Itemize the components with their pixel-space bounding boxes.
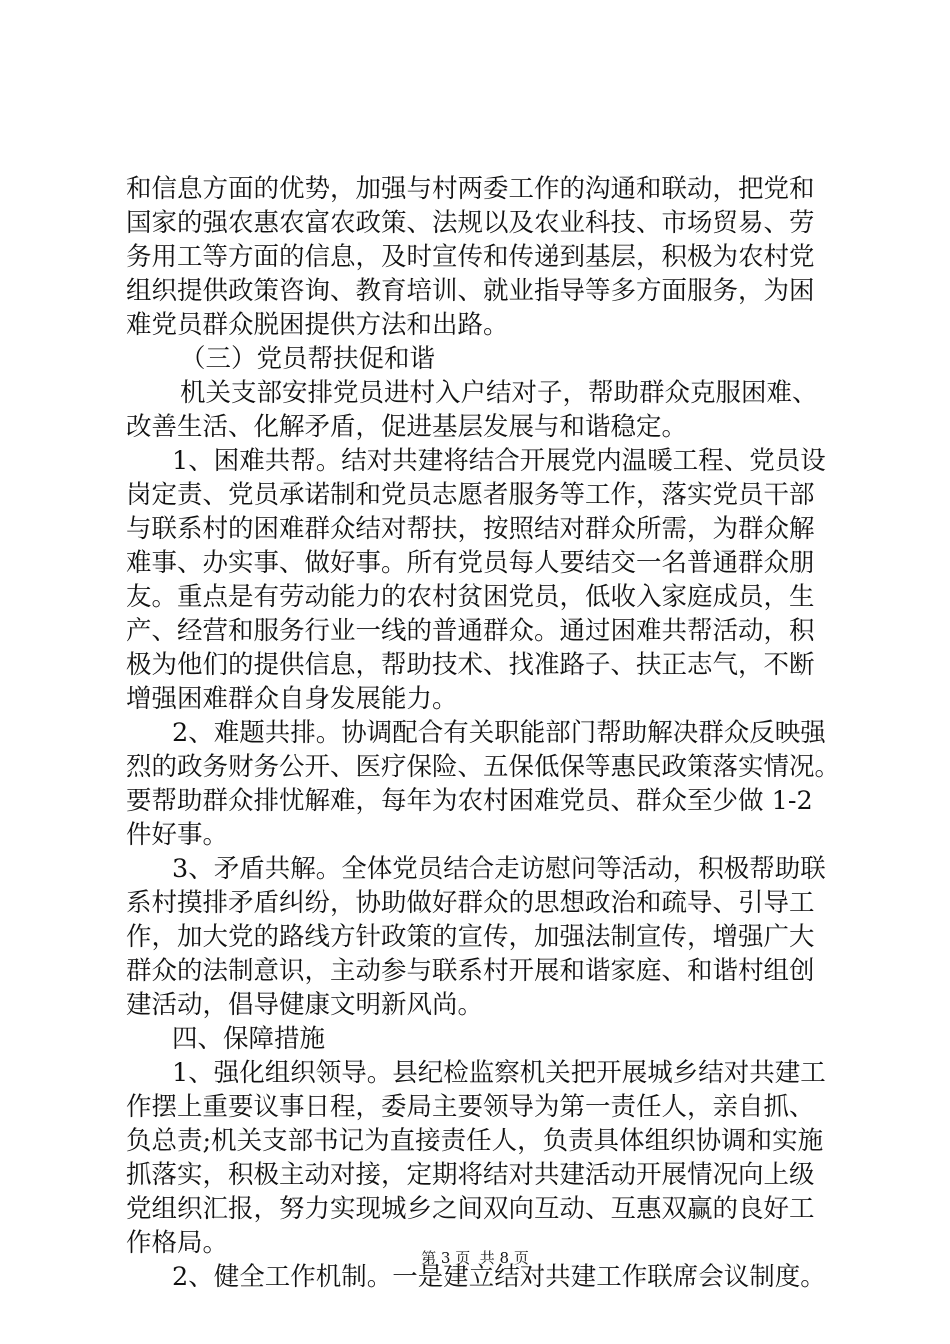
text-line: 建活动，倡导健康文明新风尚。: [126, 990, 484, 1020]
text-line: 和信息方面的优势，加强与村两委工作的沟通和联动，把党和: [126, 174, 815, 204]
text-line: 要帮助群众排忧解难，每年为农村困难党员、群众至少做 1-2: [126, 786, 813, 816]
text-line: 与联系村的困难群众结对帮扶，按照结对群众所需，为群众解: [126, 514, 815, 544]
text-line: 系村摸排矛盾纠纷，协助做好群众的思想政治和疏导、引导工: [126, 888, 815, 918]
text-line: 机关支部安排党员进村入户结对子，帮助群众克服困难、: [180, 378, 818, 408]
section-heading: 四、保障措施: [172, 1024, 326, 1054]
text-line: 党组织汇报，努力实现城乡之间双向互动、互惠双赢的良好工: [126, 1194, 815, 1224]
text-line: 2、健全工作机制。一是建立结对共建工作联席会议制度。: [172, 1262, 826, 1292]
text-line: 1、强化组织领导。县纪检监察机关把开展城乡结对共建工: [172, 1058, 826, 1088]
text-line: 务用工等方面的信息，及时宣传和传递到基层，积极为农村党: [126, 242, 815, 272]
text-line: 件好事。: [126, 820, 229, 850]
text-line: 极为他们的提供信息，帮助技术、找准路子、扶正志气，不断: [126, 650, 815, 680]
text-line: 1、困难共帮。结对共建将结合开展党内温暖工程、党员设: [172, 446, 826, 476]
text-line: 负总责;机关支部书记为直接责任人，负责具体组织协调和实施: [126, 1126, 824, 1156]
page-footer: 第 3 页 共 8 页: [421, 1249, 529, 1267]
text-line: 烈的政务财务公开、医疗保险、五保低保等惠民政策落实情况。: [126, 752, 841, 782]
text-line: 难党员群众脱困提供方法和出路。: [126, 310, 509, 340]
text-line: 抓落实，积极主动对接，定期将结对共建活动开展情况向上级: [126, 1160, 815, 1190]
text-line: 难事、办实事、做好事。所有党员每人要结交一名普通群众朋: [126, 548, 815, 578]
text-line: 2、难题共排。协调配合有关职能部门帮助解决群众反映强: [172, 718, 826, 748]
text-line: 产、经营和服务行业一线的普通群众。通过困难共帮活动，积: [126, 616, 815, 646]
text-line: 3、矛盾共解。全体党员结合走访慰问等活动，积极帮助联: [172, 854, 826, 884]
text-line: 组织提供政策咨询、教育培训、就业指导等多方面服务，为困: [126, 276, 815, 306]
section-heading: （三）党员帮扶促和谐: [180, 344, 436, 374]
text-line: 作格局。: [126, 1228, 229, 1258]
text-line: 岗定责、党员承诺制和党员志愿者服务等工作，落实党员干部: [126, 480, 815, 510]
text-line: 改善生活、化解矛盾，促进基层发展与和谐稳定。: [126, 412, 688, 442]
text-line: 增强困难群众自身发展能力。: [126, 684, 458, 714]
text-line: 国家的强农惠农富农政策、法规以及农业科技、市场贸易、劳: [126, 208, 815, 238]
text-line: 作摆上重要议事日程，委局主要领导为第一责任人，亲自抓、: [126, 1092, 815, 1122]
text-line: 作，加大党的路线方针政策的宣传，加强法制宣传，增强广大: [126, 922, 815, 952]
text-line: 友。重点是有劳动能力的农村贫困党员，低收入家庭成员，生: [126, 582, 815, 612]
text-line: 群众的法制意识，主动参与联系村开展和谐家庭、和谐村组创: [126, 956, 815, 986]
